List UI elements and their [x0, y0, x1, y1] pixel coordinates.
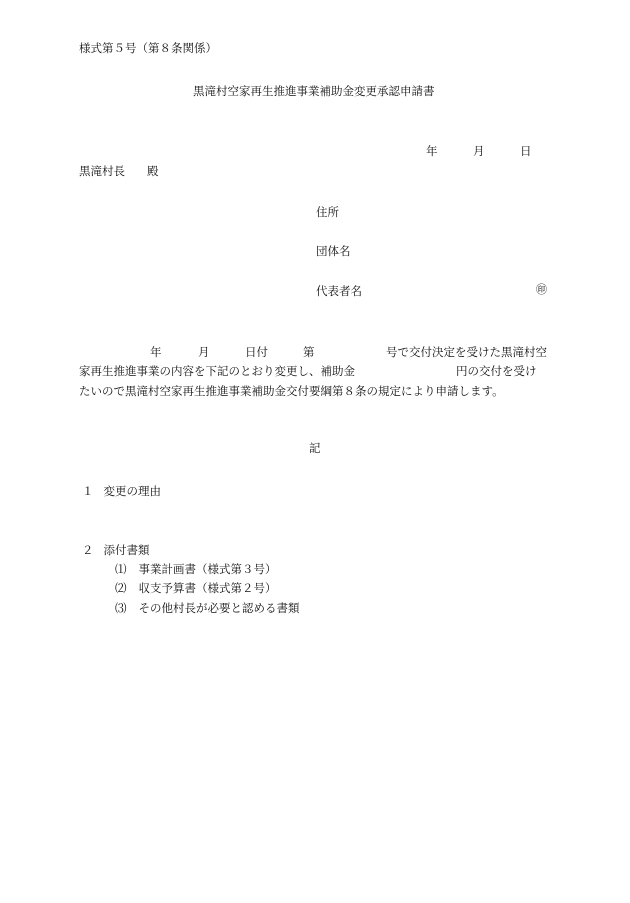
document-title: 黒滝村空家再生推進事業補助金変更承認申請書: [193, 84, 435, 98]
section-change-reason: [82, 486, 161, 498]
body-year-label: 年: [150, 345, 162, 359]
date-month-label: 月: [473, 144, 485, 158]
applicant-group-label: 団体名: [316, 244, 351, 258]
attachment-number: ⑴: [115, 562, 127, 576]
section-label: 変更の理由: [103, 484, 161, 498]
body-number-prefix: 第: [303, 345, 315, 359]
applicant-address-label: 住所: [316, 205, 339, 219]
body-date-label: 日付: [245, 345, 268, 359]
section-number: １: [82, 484, 94, 498]
section-number: ２: [82, 543, 94, 557]
attachment-label: その他村長が必要と認める書類: [138, 601, 300, 615]
attachment-item: [115, 564, 277, 576]
date-year-label: 年: [426, 144, 438, 158]
form-number: 様式第５号（第８条関係）: [79, 41, 217, 55]
applicant-representative-label: 代表者名: [316, 284, 362, 298]
body-line2-text: 家再生推進事業の内容を下記のとおり変更し、補助金: [79, 364, 355, 378]
body-line2-amount-text: 円の交付を受け: [456, 364, 537, 378]
section-attachments: [82, 545, 150, 557]
attachment-number: ⑶: [115, 601, 127, 615]
body-line3-text: たいので黒滝村空家再生推進事業補助金交付要綱第８条の規定により申請します。: [79, 384, 504, 398]
attachment-number: ⑵: [115, 581, 127, 595]
seal-mark-icon: ㊞: [536, 283, 547, 296]
body-month-label: 月: [198, 345, 210, 359]
addressee-honorific: 殿: [147, 164, 159, 178]
attachment-item: [115, 583, 277, 595]
attachment-item: [115, 603, 300, 615]
addressee-name: 黒滝村長: [79, 164, 125, 178]
attachment-label: 事業計画書（様式第３号）: [138, 562, 277, 576]
body-line1-text: 号で交付決定を受けた黒滝村空: [386, 345, 547, 359]
ki-heading: 記: [309, 441, 321, 455]
date-day-label: 日: [520, 144, 532, 158]
attachment-label: 収支予算書（様式第２号）: [138, 581, 277, 595]
section-label: 添付書類: [103, 543, 150, 557]
